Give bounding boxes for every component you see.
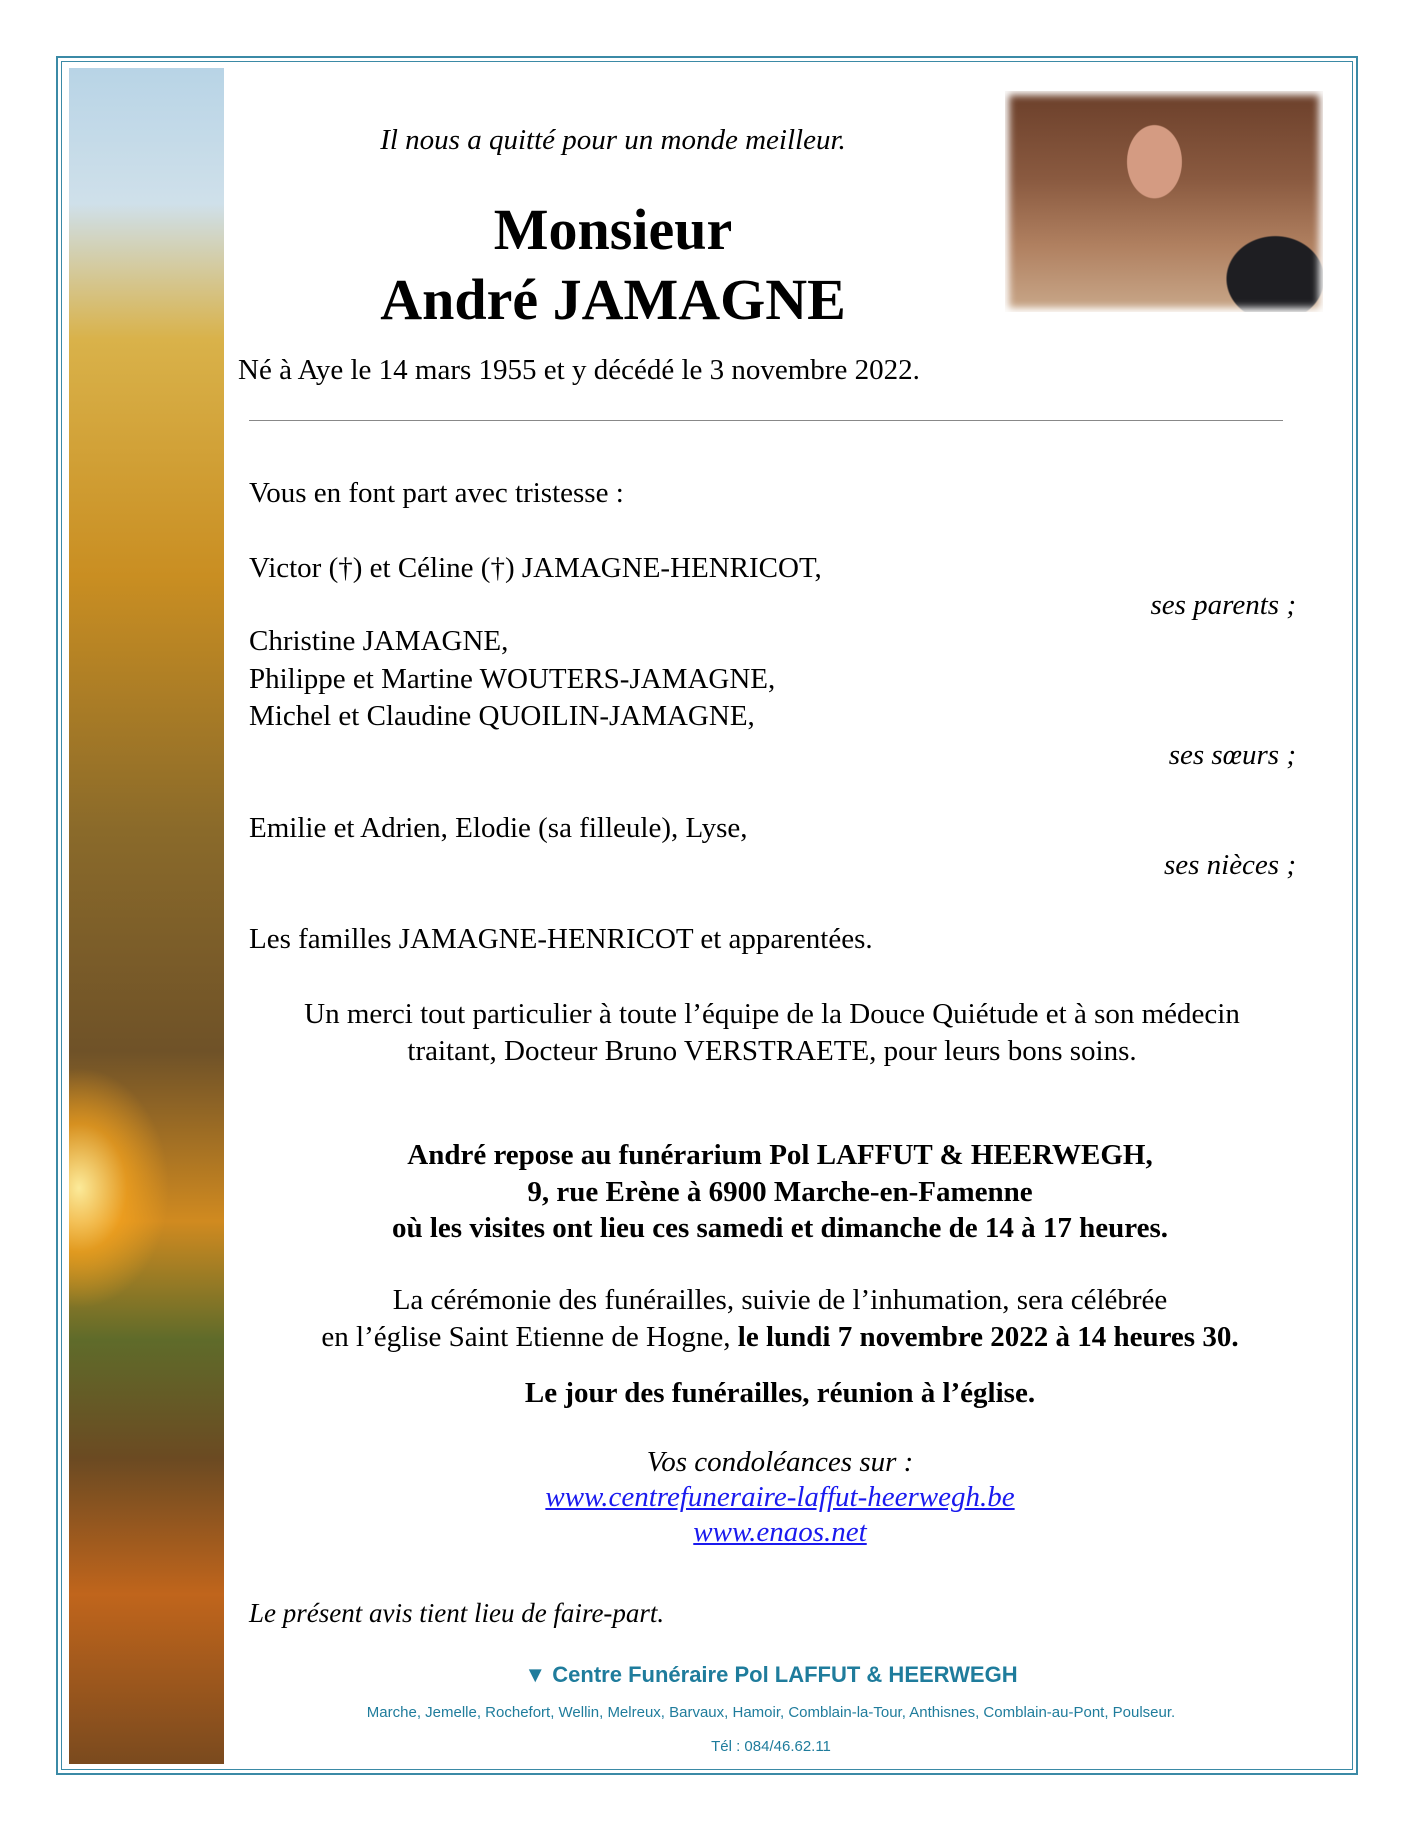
ceremony-line-1: La cérémonie des funérailles, suivie de l’inhumation, sera célébrée — [392, 1284, 1168, 1316]
intro-text: Il nous a quitté pour un monde meilleur. — [380, 124, 846, 156]
divider — [249, 420, 1283, 421]
sister-3: Michel et Claudine QUOILIN-JAMAGNE, — [249, 700, 755, 732]
sister-2: Philippe et Martine WOUTERS-JAMAGNE, — [249, 663, 776, 695]
footer-locations: Marche, Jemelle, Rochefort, Wellin, Melreux, Barvaux, Hamoir, Comblain-la-Tour, Anthisnes, Comblain-au-Pont, Poulseur. — [366, 1704, 1176, 1721]
deceased-name: André JAMAGNE — [380, 267, 846, 332]
thanks-line-1: Un merci tout particulier à toute l’équipe de la Douce Quiétude et à son médecin — [304, 998, 1240, 1030]
sister-1: Christine JAMAGNE, — [249, 625, 509, 657]
parents-role: ses parents ; — [1150, 589, 1296, 621]
condolences-label: Vos condoléances sur : — [646, 1446, 914, 1478]
portrait-photo — [1005, 91, 1323, 312]
families-text: Les familles JAMAGNE-HENRICOT et apparentées. — [249, 923, 873, 955]
birth-death-text: Né à Aye le 14 mars 1955 et y décédé le 3 novembre 2022. — [238, 354, 920, 386]
notice-text: Le présent avis tient lieu de faire-part. — [249, 1598, 665, 1628]
footer-title — [524, 1662, 1017, 1688]
autumn-forest-image — [69, 68, 224, 1764]
title-honorific: Monsieur — [493, 197, 733, 262]
ceremony-date: le lundi 7 novembre 2022 à 14 heures 30. — [737, 1321, 1239, 1353]
rest-line-1: André repose au funérarium Pol LAFFUT & HEERWEGH, — [407, 1139, 1153, 1171]
triangle-down-icon: ▼ — [524, 1662, 553, 1687]
rest-line-2: 9, rue Erène à 6900 Marche-en-Famenne — [527, 1176, 1033, 1208]
nieces-role: ses nièces ; — [1163, 849, 1296, 881]
link-enaos[interactable]: www.enaos.net — [693, 1516, 867, 1548]
footer-phone: Tél : 084/46.62.11 — [711, 1738, 831, 1755]
footer-name: Centre Funéraire Pol LAFFUT & HEERWEGH — [552, 1662, 1018, 1687]
parents-names: Victor (†) et Céline (†) JAMAGNE-HENRICOT, — [249, 552, 822, 584]
meeting-text: Le jour des funérailles, réunion à l’église. — [524, 1377, 1036, 1409]
ceremony-line-2 — [321, 1319, 1238, 1355]
link-funeral-center[interactable]: www.centrefuneraire-laffut-heerwegh.be — [545, 1481, 1015, 1513]
nieces-names: Emilie et Adrien, Elodie (sa filleule), Lyse, — [249, 812, 748, 844]
ceremony-place: en l’église Saint Etienne de Hogne, — [321, 1321, 738, 1353]
rest-line-3: où les visites ont lieu ces samedi et dimanche de 14 à 17 heures. — [392, 1212, 1168, 1244]
announce-text: Vous en font part avec tristesse : — [249, 477, 624, 509]
sisters-role: ses sœurs ; — [1168, 739, 1296, 771]
thanks-line-2: traitant, Docteur Bruno VERSTRAETE, pour leurs bons soins. — [407, 1035, 1137, 1067]
